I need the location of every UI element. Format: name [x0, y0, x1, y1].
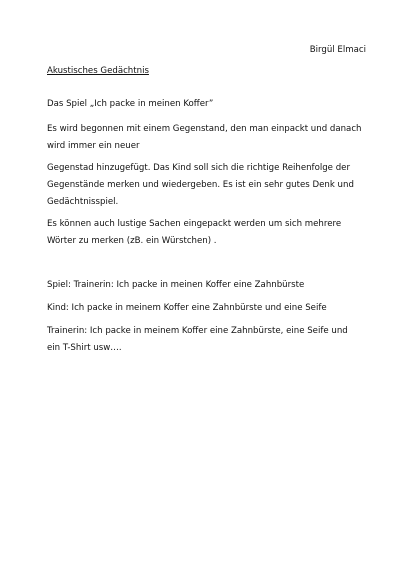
example-line-3a: Trainerin: Ich packe in meinem Koffer eine Zahnbürste, eine Seife und	[47, 326, 348, 336]
intro-paragraph	[47, 121, 367, 155]
explanation-line-3: Gedächtnisspiel.	[47, 197, 119, 207]
intro-line-2: wird immer ein neuer	[47, 141, 140, 151]
author-name: Birgül Elmaci	[309, 45, 366, 55]
game-title: Das Spiel „Ich packe in meinen Koffer”	[47, 99, 214, 109]
example-line-3b: ein T-Shirt usw….	[47, 343, 122, 353]
tip-line-1: Es können auch lustige Sachen eingepackt werden um sich mehrere	[47, 219, 342, 229]
explanation-paragraph	[47, 160, 367, 211]
example-paragraph-3	[47, 323, 367, 357]
document-heading: Akustisches Gedächtnis	[47, 66, 149, 76]
tip-paragraph	[47, 216, 367, 250]
example-line-2: Kind: Ich packe in meinem Koffer eine Zahnbürste und eine Seife	[47, 303, 327, 313]
example-line-1: Spiel: Trainerin: Ich packe in meinen Koffer eine Zahnbürste	[47, 280, 305, 290]
tip-line-2: Wörter zu merken (zB. ein Würstchen) .	[47, 236, 217, 246]
explanation-line-2: Gegenstände merken und wiedergeben. Es ist ein sehr gutes Denk und	[47, 180, 354, 190]
intro-line-1: Es wird begonnen mit einem Gegenstand, den man einpackt und danach	[47, 124, 362, 134]
explanation-line-1: Gegenstad hinzugefügt. Das Kind soll sich die richtige Reihenfolge der	[47, 163, 350, 173]
